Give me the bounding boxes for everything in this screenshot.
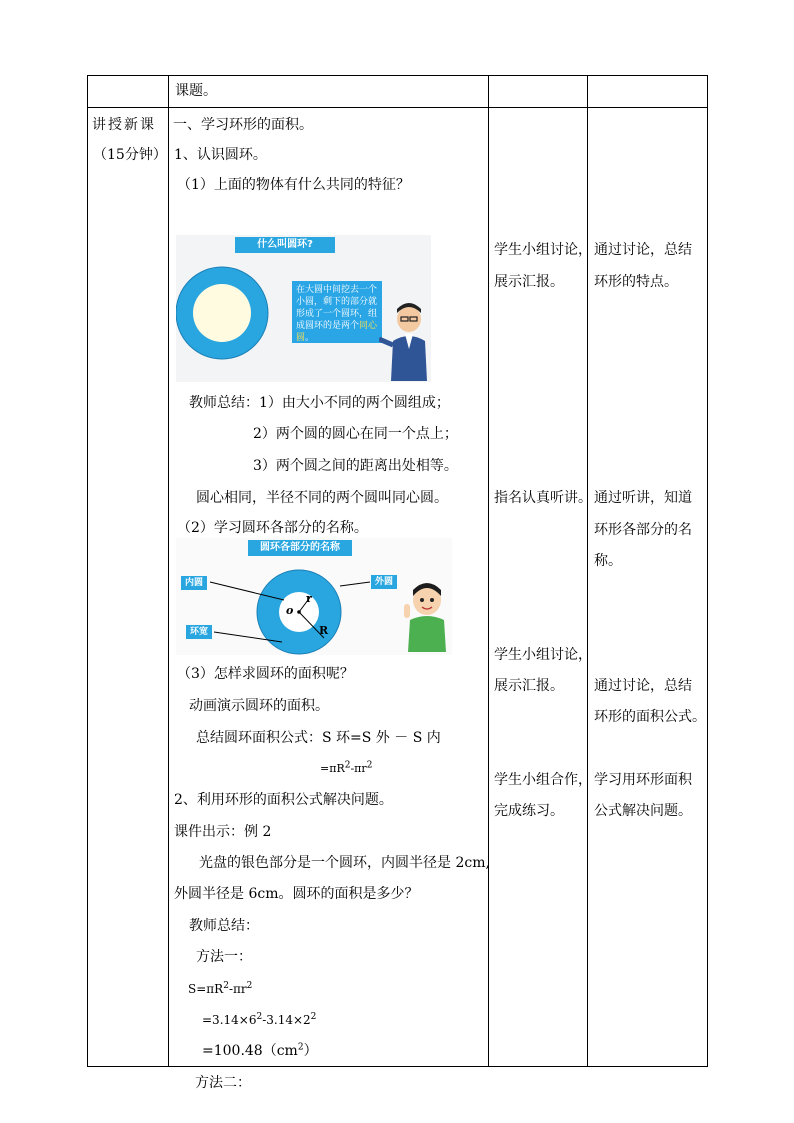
teacher-icon <box>379 301 431 381</box>
student-activity-c1: 学生小组讨论， <box>494 647 592 663</box>
slide2-title: 圆环各部分的名称 <box>248 540 352 556</box>
design-intent-a1: 通过讨论，总结 <box>594 242 692 258</box>
lesson-plan-table <box>87 75 708 1091</box>
table-row-lecture <box>88 108 708 1067</box>
question-1: （1）上面的物体有什么共同的特征？ <box>177 177 410 193</box>
question-2: （2）学习圆环各部分的名称。 <box>177 520 368 536</box>
cell-topic <box>169 76 489 108</box>
slide1-title: 什么叫圆环? <box>235 237 335 253</box>
student-icon <box>404 582 450 652</box>
cell-empty <box>489 76 588 108</box>
slide-what-is-ring <box>176 235 431 382</box>
method-1: 方法一： <box>196 949 252 965</box>
student-activity-a2: 展示汇报。 <box>494 274 564 290</box>
cell-design-intent <box>588 108 708 1067</box>
design-intent-c2: 环形的面积公式。 <box>594 709 706 725</box>
summary-line-1: 教师总结：1）由大小不同的两个圆组成； <box>189 395 450 411</box>
problem-line-2: 外圆半径是 6cm。圆环的面积是多少？ <box>174 886 419 902</box>
question-3: （3）怎样求圆环的面积呢？ <box>177 666 354 682</box>
heading-1: 一、学习环形的面积。 <box>173 117 313 133</box>
summary-line-3: 3）两个圆之间的距离出处相等。 <box>253 458 458 474</box>
student-activity-d2: 完成练习。 <box>494 803 564 819</box>
design-intent-d1: 学习用环形面积 <box>594 772 692 788</box>
summary-line-2: 2）两个圆的圆心在同一个点上； <box>253 426 458 442</box>
animation-text: 动画演示圆环的面积。 <box>189 698 329 714</box>
student-activity-a1: 学生小组讨论， <box>494 242 592 258</box>
table-row-topic <box>88 76 708 108</box>
cell-empty <box>588 76 708 108</box>
slide1-note: 在大圆中间挖去一个小圆，剩下的部分就形成了一个圆环，组成圆环的是两个同心圆。 <box>292 281 382 343</box>
design-intent-b1: 通过听讲，知道 <box>594 490 692 506</box>
cell-student-activity <box>489 108 592 1067</box>
design-intent-d2: 公式解决问题。 <box>594 803 692 819</box>
design-intent-a2: 环形的特点。 <box>594 274 678 290</box>
teacher-summary: 教师总结： <box>189 918 259 934</box>
section-label: 讲授新课 <box>92 117 156 133</box>
cell-section <box>88 108 169 1067</box>
topic-text: 课题。 <box>175 83 217 99</box>
formula-line-2: $=\pi R^2-\pi r^2$ <box>320 760 373 775</box>
cell-content <box>169 108 490 1091</box>
cell-empty <box>88 76 169 108</box>
tag-inner-circle: 内圆 <box>181 576 207 590</box>
formula-line-1: 总结圆环面积公式：S 环=S 外 － S 内 <box>196 730 441 746</box>
outer-radius-label: R <box>319 624 329 637</box>
heading-2: 1、认识圆环。 <box>174 147 267 163</box>
section-duration: （15分钟） <box>93 147 167 163</box>
tag-outer-circle: 外圆 <box>371 575 397 589</box>
student-activity-d1: 学生小组合作， <box>494 772 592 788</box>
student-activity-b1: 指名认真听讲。 <box>494 490 592 506</box>
student-activity-c2: 展示汇报。 <box>494 678 564 694</box>
equation-3: $=100.48(cm^2)$ <box>202 1042 318 1059</box>
summary-line-4: 圆心相同，半径不同的两个圆叫同心圆。 <box>196 490 448 506</box>
example-label: 课件出示：例 2 <box>174 824 272 840</box>
center-label: o <box>286 604 294 617</box>
design-intent-c1: 通过讨论，总结 <box>594 678 692 694</box>
equation-1: $S=\pi R^2-\pi r^2$ <box>188 981 253 996</box>
method-2: 方法二： <box>195 1075 251 1091</box>
design-intent-b3: 称。 <box>594 553 622 569</box>
design-intent-b2: 环形各部分的名 <box>594 522 692 538</box>
equation-2: $=3.14\times 6^2-3.14\times 2^2$ <box>202 1012 317 1027</box>
problem-line-1: 光盘的银色部分是一个圆环，内圆半径是 2cm, <box>199 855 490 871</box>
inner-radius-label: r <box>306 592 312 605</box>
tag-ring-width: 环宽 <box>186 625 212 639</box>
heading-3: 2、利用环形的面积公式解决问题。 <box>174 792 393 808</box>
slide-ring-parts <box>176 538 452 655</box>
